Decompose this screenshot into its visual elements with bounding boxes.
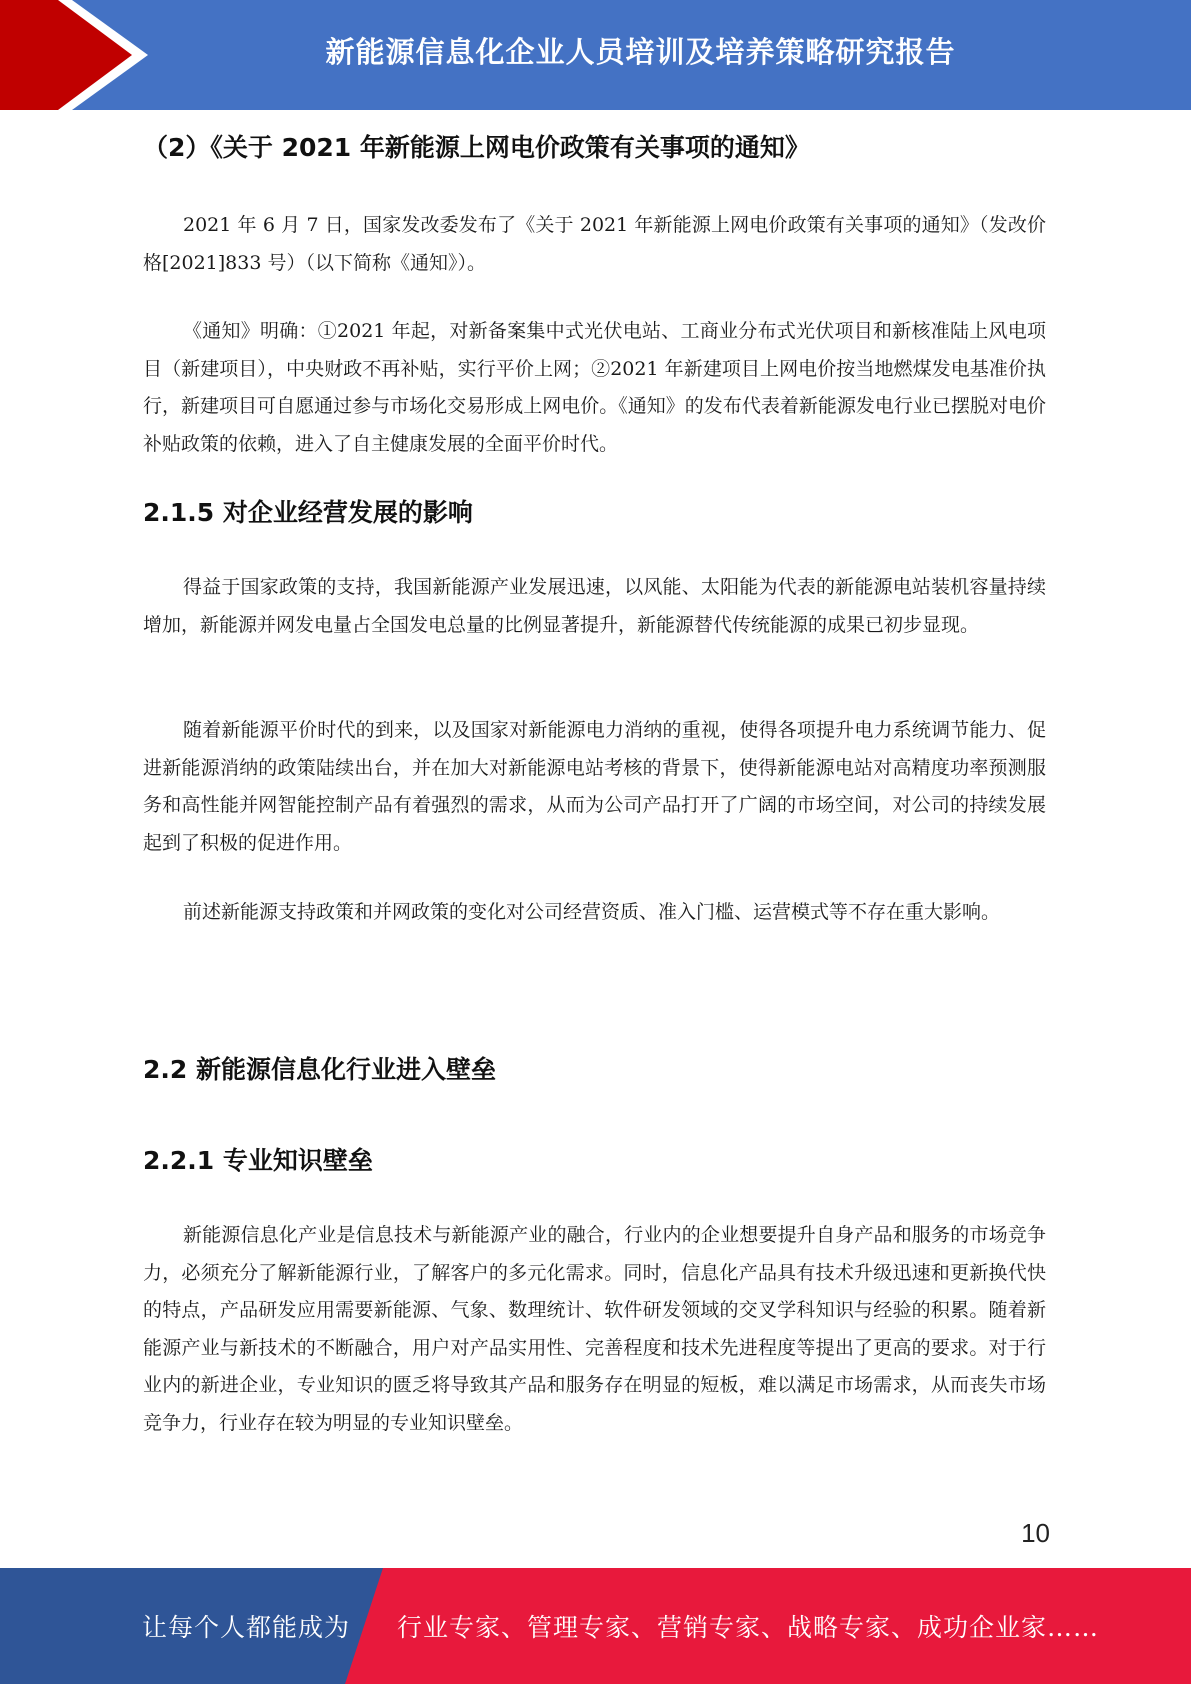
section-2-1-5-heading: 2.1.5 对企业经营发展的影响: [143, 498, 473, 527]
section-2-1-5-paragraph-1: 得益于国家政策的支持，我国新能源产业发展迅速，以风能、太阳能为代表的新能源电站装机容量持续增加，新能源并网发电量占全国发电总量的比例显著提升，新能源替代传统能源的成果已初步显现。: [143, 576, 1046, 636]
footer-slogan-right: 行业专家、管理专家、营销专家、战略专家、成功企业家……: [397, 1613, 1100, 1642]
section-2-2-1-paragraph: 新能源信息化产业是信息技术与新能源产业的融合，行业内的企业想要提升自身产品和服务的市场竞争力，必须充分了解新能源行业，了解客户的多元化需求。同时，信息化产品具有技术升级迅速和更新换代快的特点，产品研发应用需要新能源、气象、数理统计、软件研发领域的交叉学科知识与经验的积累。随着新能源产业与新技术的不断融合，用户对产品实用性、完善程度和技术先进程度等提出了更高的要求。对于行业内的新进企业，专业知识的匮乏将导致其产品和服务存在明显的短板，难以满足市场需求，从而丧失市场竞争力，行业存在较为明显的专业知识壁垒。: [143, 1224, 1046, 1434]
page-header: [0, 0, 1191, 110]
notice-paragraph-2: 《通知》明确：①2021 年起，对新备案集中式光伏电站、工商业分布式光伏项目和新核准陆上风电项目（新建项目），中央财政不再补贴，实行平价上网；②2021 年新建项目上网电价按当地燃煤发电基准价执行，新建项目可自愿通过参与市场化交易形成上网电价。《通知》的发布代表着新能源发电行业已摆脱对电价补贴政策的依赖，进入了自主健康发展的全面平价时代。: [143, 320, 1046, 455]
footer-slogan-left: 让每个人都能成为: [142, 1613, 351, 1642]
notice-paragraph-1: 2021 年 6 月 7 日，国家发改委发布了《关于 2021 年新能源上网电价政策有关事项的通知》（发改价格[2021]833 号）（以下简称《通知》）。: [143, 214, 1046, 274]
page-number: 10: [1021, 1518, 1050, 1548]
section-2-2-heading: 2.2 新能源信息化行业进入壁垒: [143, 1055, 496, 1084]
section-2-2-1-heading: 2.2.1 专业知识壁垒: [143, 1146, 373, 1175]
notice-heading: （2）《关于 2021 年新能源上网电价政策有关事项的通知》: [143, 133, 810, 162]
header-title: 新能源信息化企业人员培训及培养策略研究报告: [325, 34, 956, 69]
page-footer: [0, 1568, 1191, 1684]
section-2-1-5-paragraph-2: 随着新能源平价时代的到来，以及国家对新能源电力消纳的重视，使得各项提升电力系统调节能力、促进新能源消纳的政策陆续出台，并在加大对新能源电站考核的背景下，使得新能源电站对高精度功率预测服务和高性能并网智能控制产品有着强烈的需求，从而为公司产品打开了广阔的市场空间，对公司的持续发展起到了积极的促进作用。: [143, 719, 1046, 854]
section-2-1-5-paragraph-3: 前述新能源支持政策和并网政策的变化对公司经营资质、准入门槛、运营模式等不存在重大影响。: [183, 901, 1001, 923]
